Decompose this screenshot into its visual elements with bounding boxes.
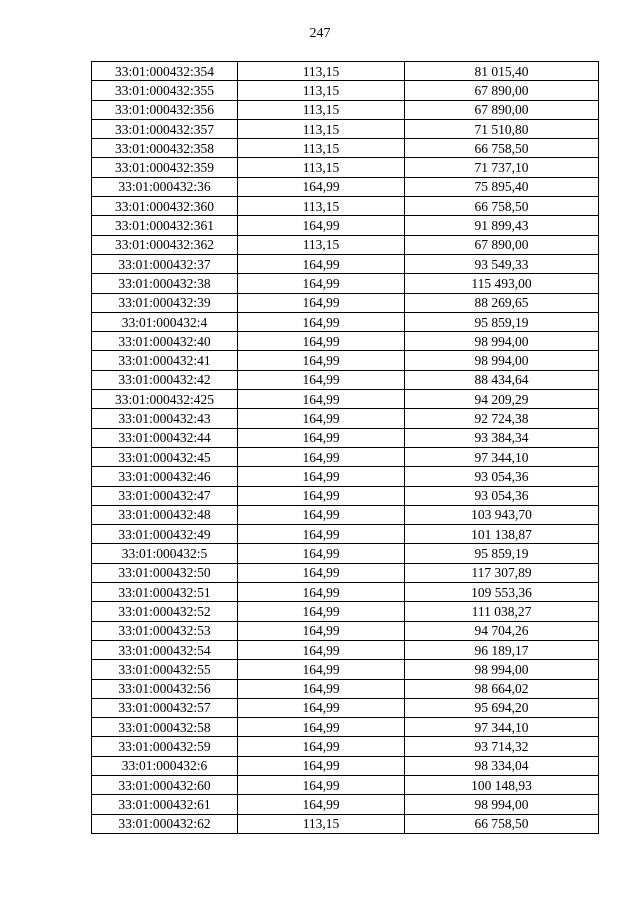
- cadastral-number-cell: 33:01:000432:43: [92, 409, 238, 428]
- value-cell: 95 859,19: [405, 312, 599, 331]
- table-row: [92, 756, 599, 775]
- table-row: [92, 621, 599, 640]
- table-row: [92, 563, 599, 582]
- table-row: [92, 81, 599, 100]
- value-cell: 98 994,00: [405, 660, 599, 679]
- area-cell: 164,99: [238, 737, 405, 756]
- table-row: [92, 370, 599, 389]
- table-row: [92, 293, 599, 312]
- area-cell: 164,99: [238, 583, 405, 602]
- area-cell: 113,15: [238, 139, 405, 158]
- cadastral-number-cell: 33:01:000432:59: [92, 737, 238, 756]
- table-row: [92, 718, 599, 737]
- area-cell: 113,15: [238, 81, 405, 100]
- table-row: [92, 583, 599, 602]
- cadastral-number-cell: 33:01:000432:45: [92, 447, 238, 466]
- value-cell: 101 138,87: [405, 525, 599, 544]
- table-row: [92, 332, 599, 351]
- area-cell: 164,99: [238, 756, 405, 775]
- value-cell: 97 344,10: [405, 718, 599, 737]
- table-row: [92, 428, 599, 447]
- cadastral-number-cell: 33:01:000432:60: [92, 775, 238, 794]
- area-cell: 164,99: [238, 621, 405, 640]
- table-row: [92, 139, 599, 158]
- area-cell: 164,99: [238, 467, 405, 486]
- value-cell: 96 189,17: [405, 640, 599, 659]
- cadastral-number-cell: 33:01:000432:355: [92, 81, 238, 100]
- cadastral-number-cell: 33:01:000432:39: [92, 293, 238, 312]
- cadastral-number-cell: 33:01:000432:42: [92, 370, 238, 389]
- table-row: [92, 100, 599, 119]
- cadastral-number-cell: 33:01:000432:425: [92, 390, 238, 409]
- value-cell: 95 859,19: [405, 544, 599, 563]
- cadastral-number-cell: 33:01:000432:36: [92, 177, 238, 196]
- area-cell: 164,99: [238, 293, 405, 312]
- value-cell: 94 209,29: [405, 390, 599, 409]
- table-row: [92, 235, 599, 254]
- value-cell: 93 384,34: [405, 428, 599, 447]
- cadastral-table: [91, 61, 599, 834]
- value-cell: 97 344,10: [405, 447, 599, 466]
- table-row: [92, 679, 599, 698]
- table-row: [92, 216, 599, 235]
- table-row: [92, 390, 599, 409]
- table-row: [92, 698, 599, 717]
- area-cell: 113,15: [238, 62, 405, 81]
- area-cell: 164,99: [238, 177, 405, 196]
- area-cell: 113,15: [238, 197, 405, 216]
- table-body: [92, 62, 599, 834]
- value-cell: 91 899,43: [405, 216, 599, 235]
- area-cell: 164,99: [238, 312, 405, 331]
- table-row: [92, 544, 599, 563]
- cadastral-number-cell: 33:01:000432:56: [92, 679, 238, 698]
- area-cell: 164,99: [238, 563, 405, 582]
- value-cell: 93 054,36: [405, 467, 599, 486]
- cadastral-number-cell: 33:01:000432:4: [92, 312, 238, 331]
- table-row: [92, 660, 599, 679]
- value-cell: 94 704,26: [405, 621, 599, 640]
- table-row: [92, 447, 599, 466]
- value-cell: 115 493,00: [405, 274, 599, 293]
- table-row: [92, 158, 599, 177]
- cadastral-number-cell: 33:01:000432:357: [92, 119, 238, 138]
- value-cell: 75 895,40: [405, 177, 599, 196]
- area-cell: 164,99: [238, 544, 405, 563]
- value-cell: 67 890,00: [405, 100, 599, 119]
- table-row: [92, 351, 599, 370]
- cadastral-number-cell: 33:01:000432:5: [92, 544, 238, 563]
- area-cell: 164,99: [238, 679, 405, 698]
- cadastral-number-cell: 33:01:000432:359: [92, 158, 238, 177]
- value-cell: 98 664,02: [405, 679, 599, 698]
- value-cell: 95 694,20: [405, 698, 599, 717]
- value-cell: 98 994,00: [405, 795, 599, 814]
- table-row: [92, 525, 599, 544]
- cadastral-number-cell: 33:01:000432:358: [92, 139, 238, 158]
- table-row: [92, 737, 599, 756]
- value-cell: 88 434,64: [405, 370, 599, 389]
- cadastral-number-cell: 33:01:000432:360: [92, 197, 238, 216]
- cadastral-number-cell: 33:01:000432:50: [92, 563, 238, 582]
- cadastral-number-cell: 33:01:000432:62: [92, 814, 238, 833]
- cadastral-number-cell: 33:01:000432:40: [92, 332, 238, 351]
- area-cell: 164,99: [238, 274, 405, 293]
- cadastral-number-cell: 33:01:000432:61: [92, 795, 238, 814]
- table-row: [92, 467, 599, 486]
- area-cell: 164,99: [238, 640, 405, 659]
- table-row: [92, 505, 599, 524]
- area-cell: 113,15: [238, 235, 405, 254]
- area-cell: 164,99: [238, 505, 405, 524]
- cadastral-number-cell: 33:01:000432:51: [92, 583, 238, 602]
- value-cell: 66 758,50: [405, 139, 599, 158]
- area-cell: 164,99: [238, 332, 405, 351]
- area-cell: 164,99: [238, 660, 405, 679]
- value-cell: 103 943,70: [405, 505, 599, 524]
- area-cell: 164,99: [238, 370, 405, 389]
- cadastral-number-cell: 33:01:000432:6: [92, 756, 238, 775]
- table-row: [92, 640, 599, 659]
- table-row: [92, 177, 599, 196]
- table-row: [92, 486, 599, 505]
- table-row: [92, 312, 599, 331]
- value-cell: 98 994,00: [405, 332, 599, 351]
- cadastral-number-cell: 33:01:000432:361: [92, 216, 238, 235]
- cadastral-number-cell: 33:01:000432:47: [92, 486, 238, 505]
- value-cell: 92 724,38: [405, 409, 599, 428]
- cadastral-number-cell: 33:01:000432:362: [92, 235, 238, 254]
- value-cell: 71 737,10: [405, 158, 599, 177]
- area-cell: 164,99: [238, 351, 405, 370]
- value-cell: 98 994,00: [405, 351, 599, 370]
- table-row: [92, 197, 599, 216]
- cadastral-number-cell: 33:01:000432:37: [92, 254, 238, 273]
- value-cell: 66 758,50: [405, 814, 599, 833]
- table-row: [92, 795, 599, 814]
- area-cell: 113,15: [238, 100, 405, 119]
- area-cell: 164,99: [238, 254, 405, 273]
- cadastral-number-cell: 33:01:000432:354: [92, 62, 238, 81]
- area-cell: 164,99: [238, 602, 405, 621]
- page-number: 247: [309, 26, 331, 41]
- value-cell: 98 334,04: [405, 756, 599, 775]
- cadastral-number-cell: 33:01:000432:44: [92, 428, 238, 447]
- value-cell: 66 758,50: [405, 197, 599, 216]
- table-row: [92, 274, 599, 293]
- area-cell: 164,99: [238, 390, 405, 409]
- value-cell: 93 549,33: [405, 254, 599, 273]
- area-cell: 164,99: [238, 718, 405, 737]
- value-cell: 67 890,00: [405, 81, 599, 100]
- cadastral-number-cell: 33:01:000432:57: [92, 698, 238, 717]
- cadastral-number-cell: 33:01:000432:55: [92, 660, 238, 679]
- value-cell: 67 890,00: [405, 235, 599, 254]
- area-cell: 164,99: [238, 428, 405, 447]
- value-cell: 71 510,80: [405, 119, 599, 138]
- cadastral-number-cell: 33:01:000432:54: [92, 640, 238, 659]
- cadastral-number-cell: 33:01:000432:49: [92, 525, 238, 544]
- value-cell: 109 553,36: [405, 583, 599, 602]
- cadastral-number-cell: 33:01:000432:48: [92, 505, 238, 524]
- area-cell: 113,15: [238, 119, 405, 138]
- table-row: [92, 775, 599, 794]
- cadastral-number-cell: 33:01:000432:58: [92, 718, 238, 737]
- value-cell: 81 015,40: [405, 62, 599, 81]
- area-cell: 113,15: [238, 158, 405, 177]
- table-row: [92, 254, 599, 273]
- cadastral-number-cell: 33:01:000432:52: [92, 602, 238, 621]
- value-cell: 117 307,89: [405, 563, 599, 582]
- area-cell: 164,99: [238, 775, 405, 794]
- area-cell: 164,99: [238, 698, 405, 717]
- cadastral-number-cell: 33:01:000432:38: [92, 274, 238, 293]
- value-cell: 111 038,27: [405, 602, 599, 621]
- table-row: [92, 602, 599, 621]
- area-cell: 164,99: [238, 216, 405, 235]
- table-row: [92, 119, 599, 138]
- table-row: [92, 409, 599, 428]
- value-cell: 93 714,32: [405, 737, 599, 756]
- cadastral-number-cell: 33:01:000432:41: [92, 351, 238, 370]
- table-row: [92, 814, 599, 833]
- area-cell: 113,15: [238, 814, 405, 833]
- cadastral-number-cell: 33:01:000432:356: [92, 100, 238, 119]
- value-cell: 88 269,65: [405, 293, 599, 312]
- value-cell: 100 148,93: [405, 775, 599, 794]
- value-cell: 93 054,36: [405, 486, 599, 505]
- area-cell: 164,99: [238, 486, 405, 505]
- cadastral-number-cell: 33:01:000432:46: [92, 467, 238, 486]
- area-cell: 164,99: [238, 409, 405, 428]
- cadastral-number-cell: 33:01:000432:53: [92, 621, 238, 640]
- table-row: [92, 62, 599, 81]
- area-cell: 164,99: [238, 795, 405, 814]
- area-cell: 164,99: [238, 525, 405, 544]
- area-cell: 164,99: [238, 447, 405, 466]
